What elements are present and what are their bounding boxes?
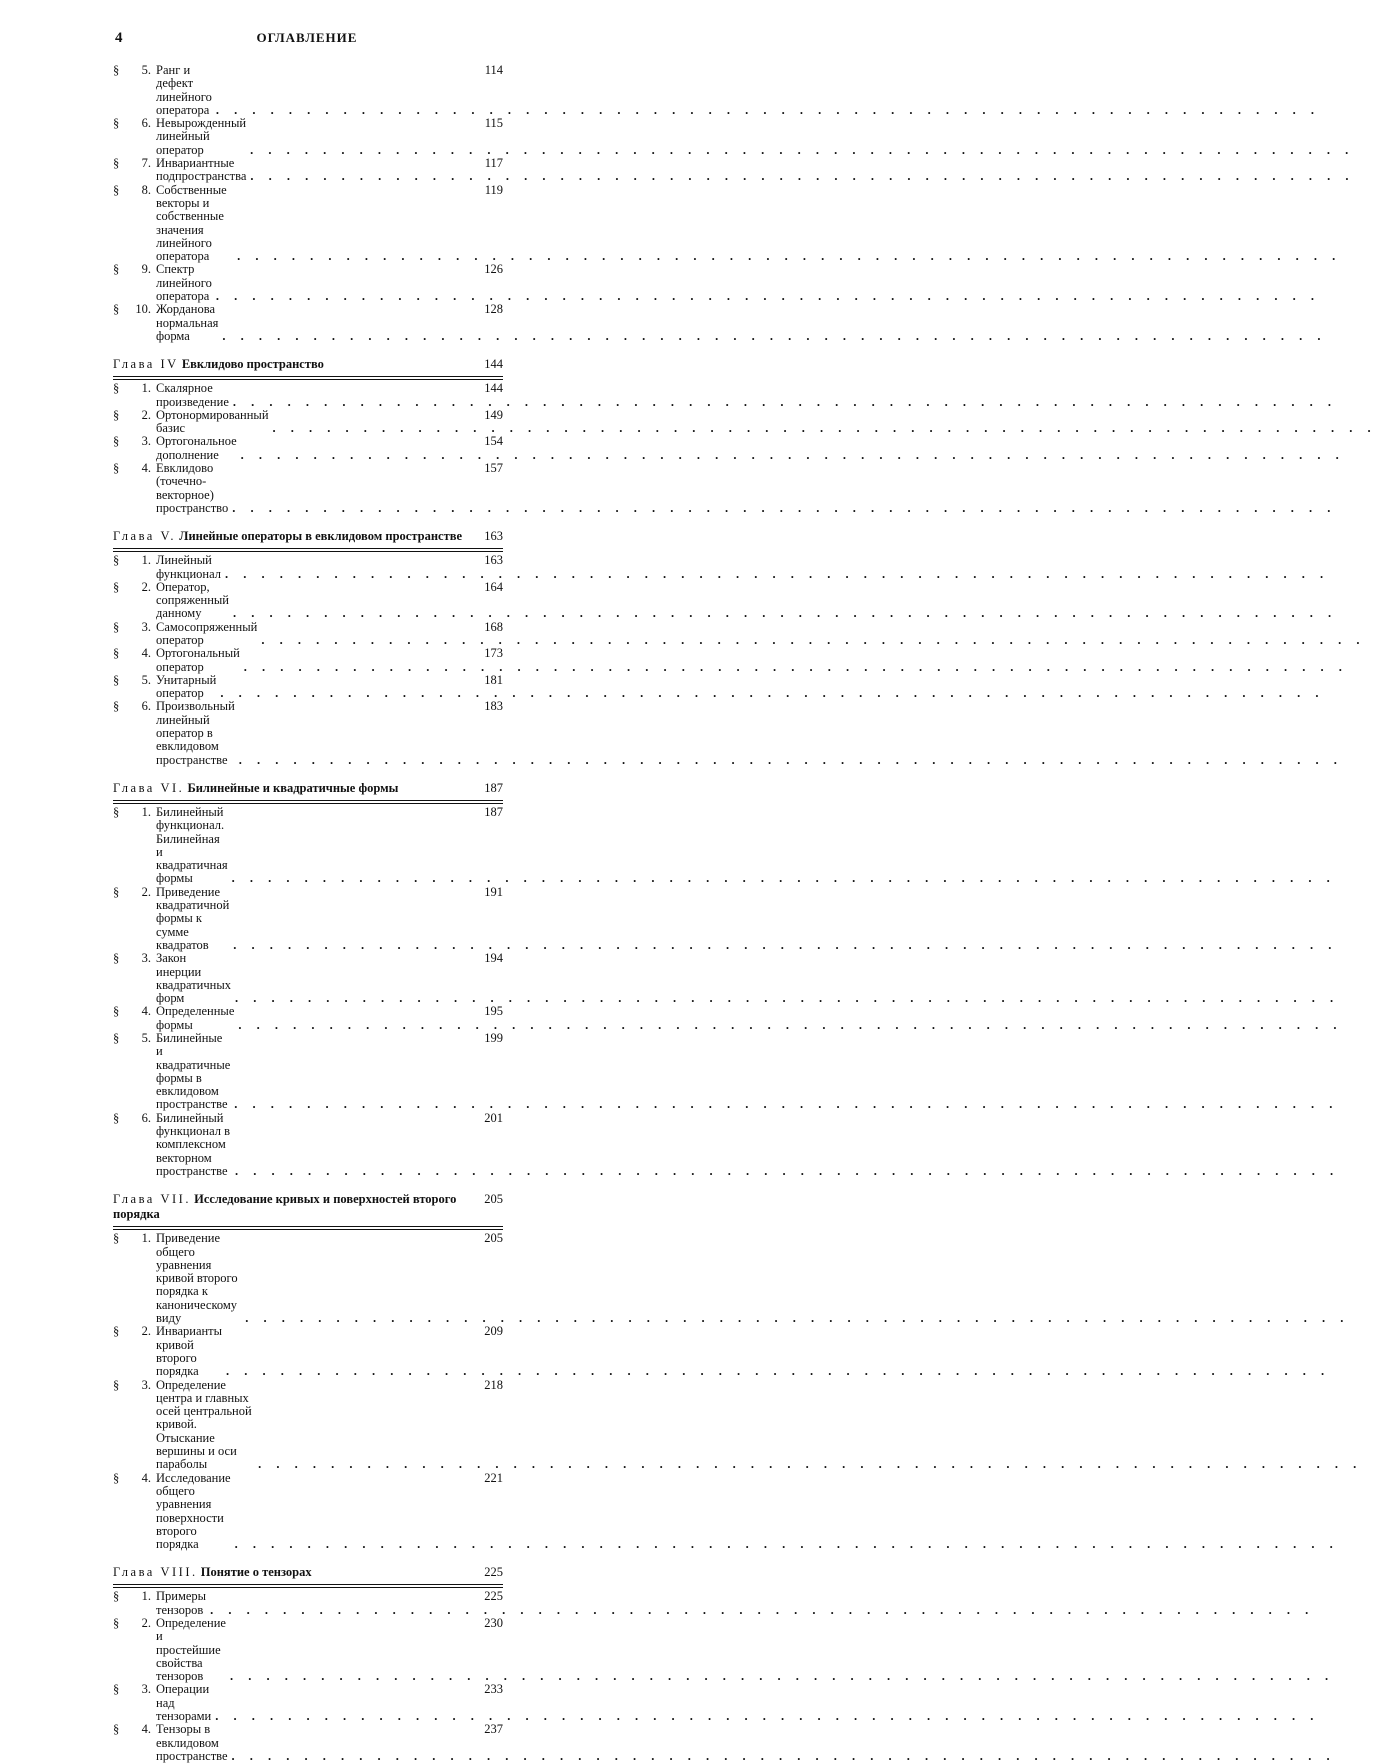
page-header [115,30,499,52]
section-sign: § [113,699,120,714]
chapter-heading [113,1565,503,1585]
toc-entry [113,409,503,436]
section-sign: § [113,1231,120,1246]
dot-leader [232,872,471,885]
entry-number: 1. [141,1589,151,1604]
entry-title: Исследование общего уравнения поверхности второго порядка [156,1470,231,1552]
entry-number: 2. [141,1615,151,1630]
section-sign: § [113,407,120,422]
entry-number: 5. [141,672,151,687]
entry-number: 2. [141,579,151,594]
entry-number: 4. [141,1722,151,1737]
toc-entry [113,1723,503,1763]
dot-leader [258,1458,471,1471]
dot-leader [261,634,471,647]
entry-page: 181 [484,672,503,687]
toc-entry [113,554,503,581]
entry-title: Самосопряженный оператор [156,619,258,647]
chapter-label: Глава VI. [113,780,185,795]
toc-entry [113,382,503,409]
section-sign: § [113,1004,120,1019]
dot-leader [239,754,471,767]
dot-leader [241,449,471,462]
toc-entry [113,1325,503,1378]
dot-leader [230,1670,471,1683]
entry-page: 230 [484,1615,503,1630]
chapter-7-entries [113,1229,503,1551]
toc-entry [113,1379,503,1472]
entry-title: Операции над тензорами [156,1682,212,1724]
entry-number: 2. [141,1324,151,1339]
entry-title: Примеры тензоров [156,1589,207,1617]
toc-entry [113,1472,503,1552]
entry-page: 194 [484,951,503,966]
entry-number: 10. [135,302,151,317]
section-sign: § [113,553,120,568]
section-sign: § [113,156,120,171]
entry-number: 1. [141,553,151,568]
entry-title: Невырожденный линейный оператор [156,116,247,157]
dot-leader [235,992,471,1005]
toc-entry [113,621,503,648]
chapter-title: Исследование кривых и поверхностей второго порядка [113,1192,457,1222]
entry-page: 195 [484,1004,503,1019]
entry-number: 3. [141,434,151,449]
entry-title: Билинейный функционал в комплексном векторном пространстве [156,1110,231,1178]
dot-leader [220,687,471,700]
page-number: 4 [115,30,123,46]
section-sign: § [113,262,120,277]
dot-leader [210,1604,471,1617]
entry-title: Спектр линейного оператора [156,262,212,304]
entry-title: Ортонормированный базис [156,407,269,436]
dot-leader [233,607,471,620]
entry-title: Жорданова нормальная форма [156,302,219,343]
entry-page: 114 [484,63,503,77]
dot-leader [216,104,471,117]
chapter-label: Глава IV [113,357,179,372]
entry-page: 218 [484,1377,503,1392]
dot-leader [234,1098,471,1111]
section-sign: § [113,1110,120,1125]
entry-number: 6. [141,699,151,714]
entry-number: 4. [141,646,151,661]
toc-entry [113,1112,503,1178]
section-sign: § [113,646,120,661]
entry-page: 233 [484,1682,503,1697]
dot-leader [232,502,471,515]
chapter-3-entries [113,64,503,343]
section-sign: § [113,1377,120,1392]
toc-entry [113,581,503,621]
entry-title: Унитарный оператор [156,672,217,701]
toc-entry [113,1032,503,1112]
chapter-4-entries [113,379,503,515]
dot-leader [215,1710,471,1723]
section-sign: § [113,1615,120,1630]
dot-leader [273,422,471,435]
chapter-5 [113,529,503,767]
entry-number: 2. [141,407,151,422]
entry-title: Ранг и дефект линейного оператора [156,63,212,117]
chapter-4 [113,357,503,515]
entry-title: Определение центра и главных осей центральной кривой. Отыскание вершины и оси параболы [156,1377,252,1472]
dot-leader [225,568,471,581]
entry-number: 3. [141,1377,151,1392]
entry-page: 187 [484,804,503,819]
dot-leader [233,939,471,952]
chapter-title: Понятие о тензорах [200,1565,312,1580]
section-sign: § [113,1682,120,1697]
toc-entry [113,1232,503,1325]
entry-title: Линейный функционал [156,553,222,581]
entry-title: Собственные векторы и собственные значения линейного оператора [156,182,227,264]
entry-page: 144 [484,381,503,396]
toc-entry [113,462,503,515]
entry-page: 225 [484,1589,503,1604]
entry-page: 205 [484,1231,503,1246]
entry-page: 183 [484,699,503,714]
section-sign: § [113,619,120,634]
chapter-title: Евклидово пространство [181,357,324,372]
entry-page: 164 [484,579,503,594]
section-sign: § [113,434,120,449]
section-sign: § [113,951,120,966]
dot-leader [250,144,471,157]
entry-number: 6. [141,116,151,131]
chapter-page: 225 [484,1565,503,1580]
toc-entry [113,806,503,886]
chapter-7 [113,1192,503,1551]
entry-page: 149 [484,407,503,422]
entry-number: 2. [141,884,151,899]
entry-number: 8. [141,182,151,197]
entry-title: Ортогональное дополнение [156,434,237,462]
section-sign: § [113,672,120,687]
toc-entry [113,647,503,674]
section-sign: § [113,1470,120,1485]
chapter-heading [113,781,503,801]
dot-leader [235,1538,471,1551]
dot-leader [222,330,471,343]
section-sign: § [113,461,120,476]
dot-leader [244,661,471,674]
section-sign: § [113,182,120,197]
entry-page: 173 [484,646,503,661]
section-sign: § [113,1324,120,1339]
chapter-label: Глава VII. [113,1192,191,1207]
entry-number: 3. [141,619,151,634]
entry-number: 4. [141,1004,151,1019]
toc-entry [113,263,503,303]
chapter-8-entries [113,1587,503,1763]
entry-title: Определенные формы [156,1004,235,1032]
toc-entry [113,1005,503,1032]
entry-number: 4. [141,1470,151,1485]
chapter-8 [113,1565,503,1763]
entry-number: 5. [141,63,151,77]
toc-entry [113,64,503,117]
entry-number: 3. [141,1682,151,1697]
entry-title: Определение и простейшие свойства тензоров [156,1615,226,1684]
chapter-heading [113,529,503,549]
toc-entry [113,886,503,952]
entry-title: Билинейные и квадратичные формы в евклидовом пространстве [156,1031,231,1112]
dot-leader [226,1365,471,1378]
toc-entry [113,1617,503,1683]
chapter-page: 205 [484,1192,503,1207]
toc-entry [113,1590,503,1617]
chapter-page: 163 [484,529,503,544]
entry-title: Ортогональный оператор [156,646,240,674]
entry-page: 157 [484,461,503,476]
dot-leader [237,250,471,263]
dot-leader [235,1165,471,1178]
section-sign: § [113,63,120,77]
chapter-6 [113,781,503,1178]
chapter-label: Глава VIII. [113,1565,198,1580]
chapter-title: Линейные операторы в евклидовом пространстве [179,529,463,544]
section-sign: § [113,884,120,899]
dot-leader [216,290,471,303]
section-sign: § [113,381,120,396]
entry-page: 221 [484,1470,503,1485]
entry-number: 1. [141,1231,151,1246]
toc-entry [113,157,503,184]
toc-entry [113,184,503,264]
entry-page: 117 [484,156,503,171]
entry-title: Инвариантные подпространства [156,156,247,184]
entry-number: 1. [141,381,151,396]
chapter-title: Билинейные и квадратичные формы [187,780,399,795]
entry-number: 1. [141,804,151,819]
toc-entry [113,117,503,157]
entry-page: 201 [484,1110,503,1125]
entry-number: 9. [141,262,151,277]
toc-entry [113,435,503,462]
toc-entry [113,700,503,766]
entry-page: 126 [484,262,503,277]
section-sign: § [113,1031,120,1045]
table-of-contents [113,64,503,1763]
section-sign: § [113,302,120,317]
dot-leader [232,1750,471,1763]
chapter-5-entries [113,551,503,767]
toc-entry [113,303,503,343]
section-sign: § [113,116,120,131]
toc-entry [113,1683,503,1723]
dot-leader [233,396,471,409]
entry-title: Инварианты кривой второго порядка [156,1324,223,1379]
chapter-heading [113,357,503,377]
chapter-3-continued [113,64,503,343]
book-page [0,0,600,1763]
chapter-page: 187 [484,780,503,795]
entry-page: 168 [484,619,503,634]
entry-page: 119 [484,182,503,197]
section-sign: § [113,804,120,819]
entry-title: Скалярное произведение [156,381,229,409]
entry-title: Закон инерции квадратичных форм [156,951,231,1006]
section-sign: § [113,579,120,594]
entry-title: Евклидово (точечно-векторное) пространство [156,461,229,515]
entry-number: 6. [141,1110,151,1125]
entry-page: 191 [484,884,503,899]
dot-leader [245,1312,471,1325]
entry-title: Оператор, сопряженный данному [156,579,229,621]
chapter-6-entries [113,803,503,1178]
section-sign: § [113,1589,120,1604]
entry-page: 199 [484,1031,503,1045]
dot-leader [250,170,471,183]
chapter-heading [113,1192,503,1227]
chapter-page: 144 [484,357,503,372]
entry-page: 209 [484,1324,503,1339]
entry-number: 7. [141,156,151,171]
entry-number: 5. [141,1031,151,1045]
entry-page: 154 [484,434,503,449]
chapter-label: Глава V. [113,529,177,544]
entry-number: 4. [141,461,151,476]
entry-page: 115 [484,116,503,131]
toc-entry [113,952,503,1005]
entry-title: Тензоры в евклидовом пространстве [156,1722,228,1763]
toc-entry [113,674,503,701]
section-sign: § [113,1722,120,1737]
entry-title: Приведение общего уравнения кривой второго порядка к каноническому виду [156,1231,238,1326]
entry-page: 128 [484,302,503,317]
entry-title: Билинейный функционал. Билинейная и квадратичная формы [156,804,228,886]
dot-leader [238,1019,471,1032]
entry-page: 237 [484,1722,503,1737]
entry-page: 163 [484,553,503,568]
running-title: ОГЛАВЛЕНИЕ [256,30,358,45]
entry-title: Приведение квадратичной формы к сумме квадратов [156,884,230,952]
entry-title: Произвольный линейный оператор в евклидовом пространстве [156,699,235,767]
entry-number: 3. [141,951,151,966]
